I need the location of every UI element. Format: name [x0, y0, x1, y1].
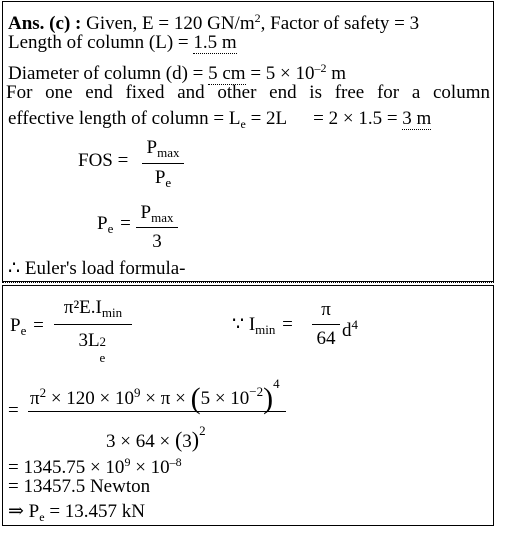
pe-sub: e	[107, 221, 114, 236]
answer-label: Ans. (c) :	[8, 13, 82, 34]
given-e-exp: 2	[254, 11, 261, 25]
diameter-unit: m	[326, 63, 347, 84]
implies-arrow: ⇒	[8, 501, 24, 522]
imin-fraction-bar	[312, 324, 340, 325]
euler-fraction-bar	[54, 324, 132, 325]
end-condition-line	[6, 82, 490, 104]
imin-eq: =	[282, 314, 293, 335]
given-fos: , Factor of safety = 3	[260, 13, 420, 34]
euler-numerator	[52, 297, 134, 321]
paren-open: (	[190, 382, 201, 415]
diameter-value: 5 cm	[208, 63, 246, 84]
subst-den-3: 3	[182, 431, 192, 452]
subst-den-sup: 2	[199, 423, 206, 438]
length-line	[8, 32, 237, 54]
subst-d-sup: −2	[249, 384, 264, 399]
fos-label: FOS =	[78, 150, 129, 171]
den-paren-open: (	[174, 427, 183, 452]
result1-sup2: –8	[169, 455, 182, 469]
imin-numerator: π	[321, 299, 331, 320]
end-condition-text: For one end fixed and other end is free for a column	[6, 82, 490, 103]
result1-sup1: 9	[124, 455, 131, 469]
subst-fraction-bar	[28, 411, 286, 412]
euler-denominator	[54, 330, 132, 365]
pe-p: P	[97, 213, 108, 234]
paren-close: )	[263, 382, 274, 415]
euler-num: π²E.I	[63, 297, 102, 318]
fos-num-sub: max	[157, 145, 180, 160]
given-line	[8, 7, 419, 35]
diameter-label: Diameter of column (d) =	[8, 63, 209, 84]
subst-numerator	[30, 373, 280, 415]
fos-den-p: P	[154, 167, 166, 188]
subst-eq: =	[8, 400, 19, 421]
final-value: = 13.457 kN	[44, 501, 146, 522]
euler-eq: =	[33, 315, 44, 336]
subst-den: 3 × 64 ×	[106, 431, 175, 452]
euler-den-sub: e	[99, 350, 106, 365]
le-2l: = 2L	[245, 108, 288, 129]
euler-den: 3L	[78, 330, 100, 351]
subst-power-4: 4	[273, 376, 280, 391]
final-pe: P	[23, 501, 40, 522]
imin-d-sup: 4	[351, 317, 358, 332]
fos-fraction-bar	[142, 163, 184, 164]
imin-because: ∵ I	[232, 314, 256, 335]
den-paren-close: )	[191, 427, 200, 452]
euler-pe: P	[10, 315, 21, 336]
fos-numerator	[140, 137, 186, 161]
result-line-3	[8, 501, 145, 528]
imin-lhs	[232, 314, 293, 341]
result-line-1	[8, 451, 182, 479]
pe-denominator: 3	[152, 231, 162, 252]
subst-d: 5 × 10	[200, 388, 250, 409]
final-pe-sub: e	[39, 510, 45, 524]
fos-denominator	[142, 167, 184, 191]
le-value: 3 m	[402, 108, 432, 129]
euler-formula-lhs	[10, 315, 44, 342]
pe-label	[97, 213, 131, 240]
length-value: 1.5 m	[193, 32, 237, 53]
dotted-separator	[2, 282, 494, 283]
euler-pe-sub: e	[20, 323, 27, 338]
pe-num-p: P	[140, 202, 152, 223]
subst-pi: π	[30, 388, 40, 409]
subst-pi2: × π ×	[140, 388, 191, 409]
subst-e: × 120 × 10	[46, 388, 135, 409]
euler-num-sub: min	[101, 305, 123, 320]
given-e: Given, E = 120 GN/m	[81, 13, 255, 34]
diameter-exp: –2	[314, 61, 327, 75]
imin-d	[342, 314, 358, 342]
imin-denominator: 64	[316, 328, 336, 349]
imin-sub: min	[255, 322, 276, 337]
diameter-conv: = 5 × 10	[245, 63, 315, 84]
diameter-line	[8, 57, 346, 85]
result-line-2: = 13457.5 Newton	[8, 476, 151, 497]
le-calc: = 2 × 1.5 =	[313, 108, 403, 129]
euler-den-sup: 2	[99, 334, 107, 349]
pe-eq: =	[120, 213, 131, 234]
result1-mid: × 10	[130, 457, 170, 478]
subst-e-sup: 9	[134, 385, 141, 400]
imin-d-letter: d	[342, 320, 352, 341]
pe-fraction-bar	[136, 227, 178, 228]
subst-pi-sup: 2	[39, 385, 47, 400]
length-label: Length of column (L) =	[8, 32, 194, 53]
pe-num-sub: max	[151, 210, 174, 225]
effective-length-line	[8, 108, 431, 135]
euler-line: ∴ Euler's load formula-	[8, 258, 186, 279]
effective-length-label: effective length of column = L	[8, 108, 241, 129]
le-sub: e	[240, 117, 246, 131]
result1-a: = 1345.75 × 10	[8, 457, 125, 478]
subst-denominator	[106, 420, 206, 453]
pe-numerator	[134, 202, 180, 226]
fos-num-p: P	[146, 137, 158, 158]
fos-den-sub: e	[165, 175, 172, 190]
